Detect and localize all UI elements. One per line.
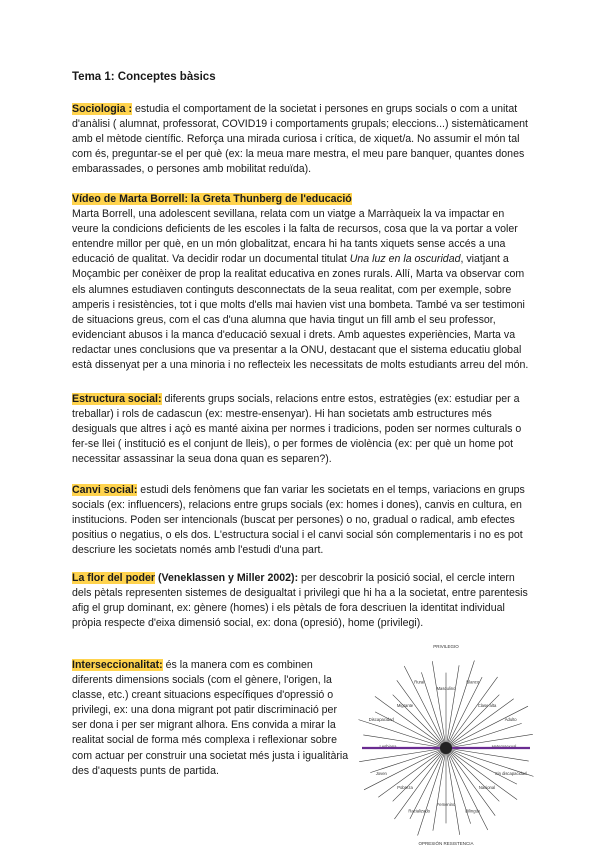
flower-axis-label: Nacional — [478, 785, 496, 790]
term-flor-del-poder: La flor del poder — [72, 572, 155, 584]
page-title: Tema 1: Conceptes bàsics — [72, 71, 216, 83]
section-interseccionalitat — [72, 658, 354, 779]
flower-spoke — [359, 720, 447, 748]
term-sociologia: Sociologia : — [72, 103, 133, 115]
flower-axis-label: Masculino — [436, 686, 456, 691]
citation-veneklassen-miller: (Veneklassen y Miller 2002): — [155, 572, 299, 584]
flower-axis-label: Lesbiana — [379, 744, 397, 749]
documentary-title: Una luz en la oscuridad — [349, 253, 461, 266]
flower-axis-label: Bilingüe — [465, 808, 481, 814]
flower-axis-label: Migrante — [396, 703, 414, 708]
video-summary-part2: , viatjant a Moçambic per conèixer de prop la realitat educativa en zones rurals. Allí, Marta va observar com els alumnes estudiaven continguts desconnectats de la seua realitat, com per exemple, sobre amperis i resistències, tot i que molts d'ells mai havien vist una bombeta. També va ser testimoni de situacions greus, com el cas d'una alumna que havia tingut un fill amb el seu professor, evidenciant abusos i la manca d'educació sexual i drets. Amb aquestes experiències, Marta va redactar unes conclusions que va presentar a la ONU, destacant que el sistema educatiu global està dissenyat per a una minoria i no reflecteix les necessitats de molts estudiants arreu del món. — [72, 253, 529, 372]
flower-spoke — [418, 748, 446, 836]
flower-axis-label: Femenino — [436, 802, 456, 807]
term-estructura-social: Estructura social: — [72, 393, 162, 405]
flower-axis-label: Discapacidad — [368, 717, 394, 723]
definition-canvi-social: estudi dels fenòmens que fan variar les societats en el temps, variacions en grups socials (ex: influencers), relacions entre grups socials (ex: homes i dones), canvis en cultura, en institucions. Poden ser intencionals (buscat per persones) o no, gradual o radical, amb efectes positius o negatius, o els dos. L'estructura social i el canvi social són complementaris i no es pot descriure les societats només amb l'estudi d'una part. — [72, 484, 525, 557]
flower-axis-label: Pobreza — [397, 785, 413, 790]
term-canvi-social: Canvi social: — [72, 484, 138, 496]
flower-axis-label: Sin discapacidad — [494, 770, 527, 776]
section-canvi-social — [72, 483, 530, 558]
flower-axis-label: Racializado — [408, 808, 431, 814]
flower-axis-label: Joven — [375, 770, 387, 776]
power-flower-figure — [358, 642, 534, 848]
flower-axis-label: Adulto — [504, 717, 517, 723]
definition-flor-del-poder: per descobrir la posició social, el cercle intern dels pètals representen sistemes de desigualtat i privilegi que hi ha a la societat, entre parentesis afig el grup dominant, ex: gènere (homes) i els pètals de fora descriuen la identitat individual pròpia respecte d'eixa dimensió social, ex: dona (opresió), home (privilegi). — [72, 572, 528, 630]
flower-spoke — [446, 661, 474, 749]
definition-interseccionalitat: és la manera com es combinen diferents dimensions socials (com el gènere, l'origen, la classe, etc.) creant situacions específiques d'opressió o privilegi, ex: una dona migrant pot patir discriminació per ser dona i per ser migrant alhora. Ens convida a mirar la realitat social de forma més complexa i reflexionar sobre com actuar per construir una societat més justa i igualitària des d'aquests punts de partida. — [72, 659, 349, 777]
term-interseccionalitat: Interseccionalitat: — [72, 659, 163, 671]
definition-estructura-social: diferents grups socials, relacions entre estos, estratègies (ex: estudiar per a treballar) i rols de cadascun (ex: mestre-ensenyar). Hi han societats amb estructures més desiguals que altres i açò es manté aixina per normes i tradicions, poden ser normes culturals o fer-se llei ( institució es el conjunt de lleis), o per formes de violència (ex: per què un home pot necessitar assassinar la seua dona quan es separen?). — [72, 393, 522, 466]
flower-center — [440, 742, 452, 754]
section-sociologia — [72, 102, 530, 177]
flower-spoke — [446, 748, 499, 801]
oppression-resistance-label: OPRESIÓN RESISTENCIA — [418, 841, 474, 846]
flower-spoke — [393, 748, 446, 801]
flower-axis-label: Rural — [414, 679, 425, 685]
section-estructura-social — [72, 392, 530, 467]
section-video — [72, 192, 530, 373]
video-summary-part1: Marta Borrell, una adolescent sevillana, relata com un viatge a Marràqueix la va impactar en veure la condicions deficients de les escoles i la falta de recursos, cosa que la va portar a voler entendre millor per què, en un món globalitzat, encara hi ha tants xiquets sense accés a una educació de qualitat. Va decidir rodar un documental titulat — [72, 208, 518, 266]
definition-sociologia: estudia el comportament de la societat i persones en grups socials o com a unitat d'anàlisi ( alumnat, professorat, COVID19 i comportaments grupals; eleccions...) sistemàticament amb el mètode científic. Reforça una mirada curiosa i crítica, de xiquet/a. No assumir el món tal com és, preguntar-se el per què (ex: la meua mare mestra, el meu pare banquer, quantes dones embarassades, o persones amb mobilitat reduïda). — [72, 103, 528, 176]
flower-spoke — [421, 672, 446, 748]
heading-video-marta-borrell: Vídeo de Marta Borrell: la Greta Thunberg de l'educació — [72, 193, 352, 205]
flower-spoke — [370, 748, 446, 773]
flower-axis-label: Heterosexual — [491, 744, 517, 749]
power-flower-diagram — [358, 642, 534, 848]
flower-axis-label: Clase alta — [477, 703, 497, 708]
flower-axis-label: Blanco — [466, 679, 480, 685]
privilege-label: PRIVILEGIO — [433, 644, 459, 649]
section-flor-del-poder — [72, 571, 530, 631]
